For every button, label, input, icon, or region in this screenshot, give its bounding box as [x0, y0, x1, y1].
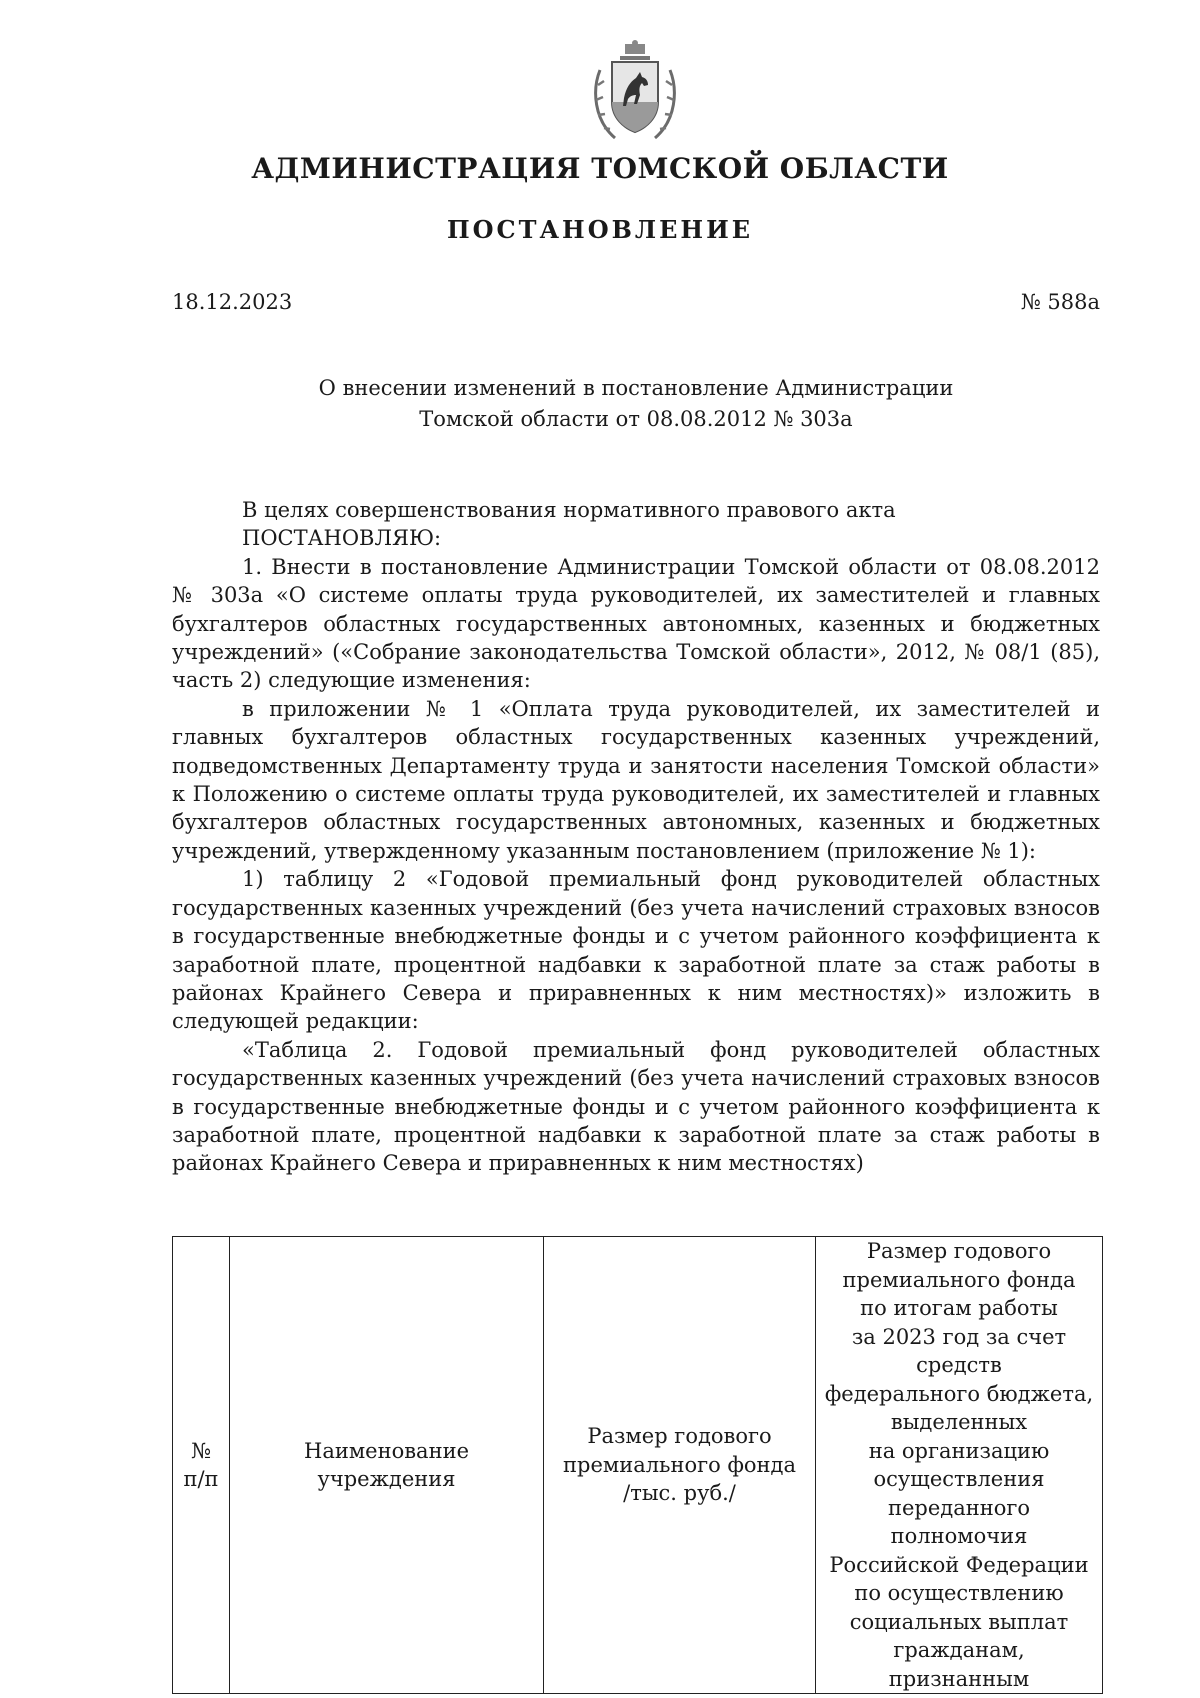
body-paragraph-appendix: в приложении № 1 «Оплата труда руководителей, их заместителей и главных бухгалтеров областных государственных казенных учреждений, подведомственных Департаменту труда и занятости населения Томской области» к Положению о системе оплаты труда руководителей, их заместителей и главных бухгалтеров областных государственных автономных, казенных и бюджетных учреждений, утвержденному указанным постановлением (приложение № 1): [172, 696, 1100, 863]
table-header-federal-line: по итогам работы [860, 1296, 1058, 1320]
body-paragraph-item-1: 1. Внести в постановление Администрации Томской области от 08.08.2012 № 303а «О системе оплаты труда руководителей, их заместителей и главных бухгалтеров областных государственных автономных, казенных и бюджетных учреждений» («Собрание законодательства Томской области», 2012, № 08/1 (85), часть 2) следующие изменения: [172, 554, 1100, 693]
table-header-federal-line: выделенных [890, 1410, 1028, 1434]
table-header-federal-line: федерального бюджета, [824, 1381, 1094, 1406]
table-header-fund-line: /тыс. руб./ [623, 1481, 736, 1506]
body-paragraph-resolve: ПОСТАНОВЛЯЮ: [242, 526, 442, 551]
table-header-number [173, 1237, 230, 1694]
subject-line-1: О внесении изменений в постановление Администрации [318, 376, 954, 400]
table-header-federal-line: Российской Федерации [829, 1552, 1089, 1577]
table-header-federal-line: социальных выплат [849, 1609, 1069, 1634]
table-header-federal-line: переданного полномочия [887, 1495, 1031, 1548]
premium-fund-table [172, 1236, 1103, 1694]
body-paragraph-table-change: 1) таблицу 2 «Годовой премиальный фонд руководителей областных государственных казенных учреждений (без учета начислений страховых взносов в государственные внебюджетные фонды и с учетом районного коэффициента к заработной плате, процентной надбавки к заработной плате за стаж работы в районах Крайнего Севера и приравненных к ним местностях)» изложить в следующей редакции: [172, 867, 1100, 1034]
document-type-title: ПОСТАНОВЛЕНИЕ [446, 215, 754, 244]
table-header-fund-size [544, 1237, 816, 1694]
table-header-institution [230, 1237, 544, 1694]
table-header-federal-line: по осуществлению [854, 1581, 1064, 1605]
table-header-institution-line: Наименование [304, 1438, 469, 1463]
table-header-federal-line: премиального фонда [842, 1267, 1076, 1292]
table-header-institution-line: учреждения [317, 1467, 456, 1491]
body-paragraph-purpose: В целях совершенствования нормативного правового акта [242, 498, 896, 522]
organization-title: АДМИНИСТРАЦИЯ ТОМСКОЙ ОБЛАСТИ [251, 152, 949, 185]
table-header-federal-line: на организацию [868, 1438, 1050, 1463]
document-subject [172, 373, 1100, 435]
tomsk-coat-of-arms-icon [590, 40, 680, 144]
table-header-federal-fund [816, 1237, 1103, 1694]
document-number: № 588а [1020, 290, 1100, 314]
table-header-fund-line: премиального фонда [563, 1452, 796, 1477]
table-header-number-line: № [191, 1438, 211, 1463]
body-paragraph-table-caption: «Таблица 2. Годовой премиальный фонд руководителей областных государственных казенных учреждений (без учета начислений страховых взносов в государственные внебюджетные фонды и с учетом районного коэффициента к заработной плате, процентной надбавки к заработной плате за стаж работы в районах Крайнего Севера и приравненных к ним местностях) [172, 1037, 1100, 1176]
table-header-federal-line: осуществления [873, 1467, 1045, 1491]
table-header-federal-line: Размер годового [866, 1239, 1052, 1263]
table-header-fund-line: Размер годового [587, 1424, 772, 1449]
table-header-row [173, 1237, 1103, 1694]
table-header-federal-line: гражданам, признанным [888, 1638, 1030, 1691]
table-header-number-line: п/п [183, 1467, 219, 1491]
document-date: 18.12.2023 [172, 290, 293, 314]
subject-line-2: Томской области от 08.08.2012 № 303а [419, 407, 853, 431]
document-body [172, 496, 1100, 1178]
table-header-federal-line: за 2023 год за счет средств [851, 1324, 1067, 1377]
